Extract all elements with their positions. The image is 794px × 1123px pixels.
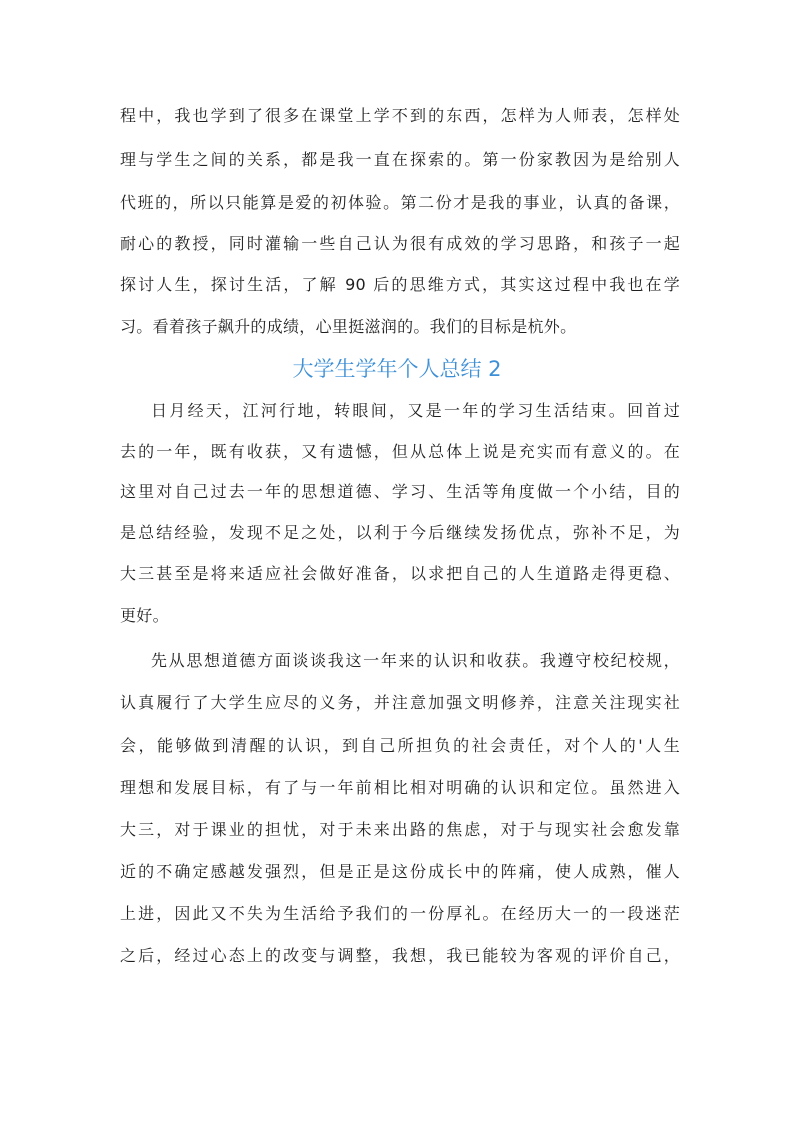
text-line: 是总结经验，发现不足之处，以利于今后继续发扬优点，弥补不足，为 xyxy=(120,523,680,542)
text-line: 近的不确定感越发强烈，但是正是这份成长中的阵痛，使人成熟，催人 xyxy=(120,862,680,881)
text-line: 代班的，所以只能算是爱的初体验。第二份才是我的事业，认真的备课， xyxy=(120,193,680,212)
text-line: 理与学生之间的关系，都是我一直在探索的。第一份家教因为是给别人 xyxy=(120,150,680,169)
text-line: 更好。 xyxy=(120,606,169,625)
text-line: 这里对自己过去一年的思想道德、学习、生活等角度做一个小结，目的 xyxy=(120,482,680,501)
text-line: 理想和发展目标，有了与一年前相比相对明确的认识和定位。虽然进入 xyxy=(120,778,680,797)
section-heading: 大学生学年个人总结 2 xyxy=(292,357,502,381)
text-line: 之后，经过心态上的改变与调整，我想，我已能较为客观的评价自己， xyxy=(120,946,680,965)
text-line: 探讨人生，探讨生活，了解 90 后的思维方式，其实这过程中我也在学 xyxy=(120,275,680,294)
text-line: 先从思想道德方面谈谈我这一年来的认识和收获。我遵守校纪校规， xyxy=(151,651,680,670)
text-line: 习。看着孩子飙升的成绩，心里挺滋润的。我们的目标是杭外。 xyxy=(120,317,577,336)
text-line: 日月经天，江河行地，转眼间，又是一年的学习生活结束。回首过 xyxy=(151,401,680,420)
text-line: 会，能够做到清醒的认识，到自己所担负的社会责任，对个人的'人生 xyxy=(120,736,680,755)
text-line: 大三，对于课业的担忧，对于未来出路的焦虑，对于与现实社会愈发靠 xyxy=(120,820,680,839)
text-line: 耐心的教授，同时灌输一些自己认为很有成效的学习思路，和孩子一起 xyxy=(120,234,680,253)
text-line: 认真履行了大学生应尽的义务，并注意加强文明修养，注意关注现实社 xyxy=(120,693,680,712)
text-line: 程中，我也学到了很多在课堂上学不到的东西，怎样为人师表，怎样处 xyxy=(120,106,680,125)
text-line: 上进，因此又不失为生活给予我们的一份厚礼。在经历大一的一段迷茫 xyxy=(120,904,680,923)
text-line: 大三甚至是将来适应社会做好准备，以求把自己的人生道路走得更稳、 xyxy=(120,564,680,583)
text-line: 去的一年，既有收获，又有遗憾，但从总体上说是充实而有意义的。在 xyxy=(120,442,680,461)
